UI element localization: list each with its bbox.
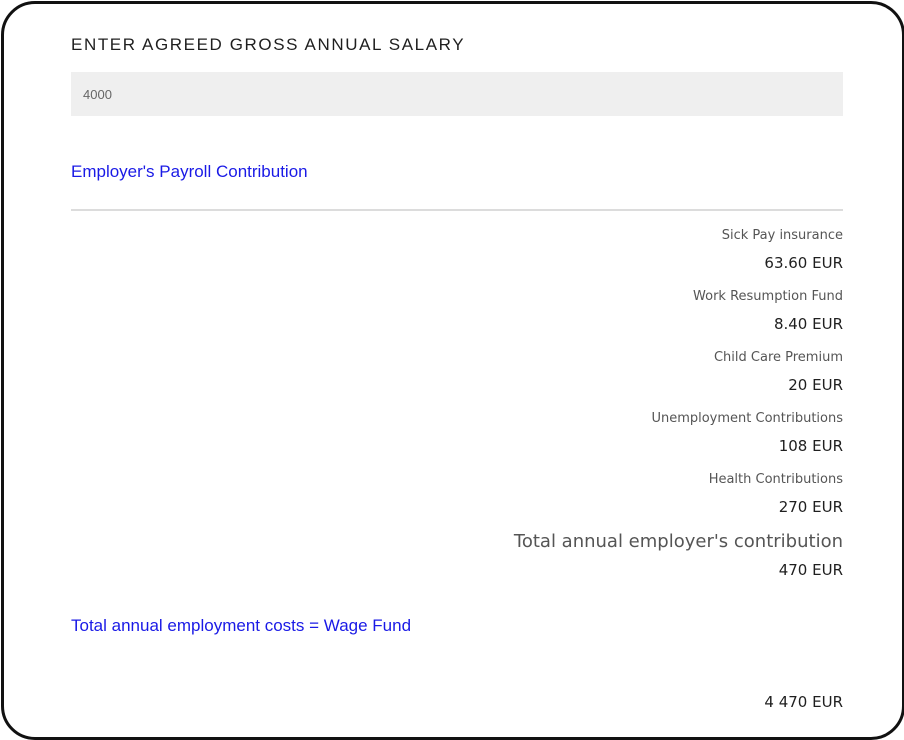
work-resumption-label: Work Resumption Fund bbox=[693, 289, 843, 304]
wage-fund-value: 4 470 EUR bbox=[764, 693, 843, 711]
employer-contribution-link[interactable]: Employer's Payroll Contribution bbox=[71, 162, 308, 181]
health-label: Health Contributions bbox=[708, 472, 843, 487]
work-resumption-value: 8.40 EUR bbox=[773, 315, 843, 333]
unemployment-value: 108 EUR bbox=[778, 437, 843, 455]
sick-pay-label: Sick Pay insurance bbox=[721, 228, 843, 243]
calculator-card bbox=[1, 1, 904, 740]
unemployment-label: Unemployment Contributions bbox=[651, 411, 843, 426]
health-value: 270 EUR bbox=[778, 498, 843, 516]
child-care-label: Child Care Premium bbox=[713, 350, 843, 365]
child-care-value: 20 EUR bbox=[788, 376, 843, 394]
salary-label: ENTER AGREED GROSS ANNUAL SALARY bbox=[71, 35, 466, 54]
employer-total-label: Total annual employer's contribution bbox=[513, 531, 843, 552]
section-divider bbox=[71, 209, 843, 211]
wage-fund-link[interactable]: Total annual employment costs = Wage Fund bbox=[71, 616, 412, 635]
employer-total-value: 470 EUR bbox=[778, 561, 843, 579]
sick-pay-value: 63.60 EUR bbox=[764, 254, 843, 272]
salary-input[interactable] bbox=[71, 72, 843, 116]
